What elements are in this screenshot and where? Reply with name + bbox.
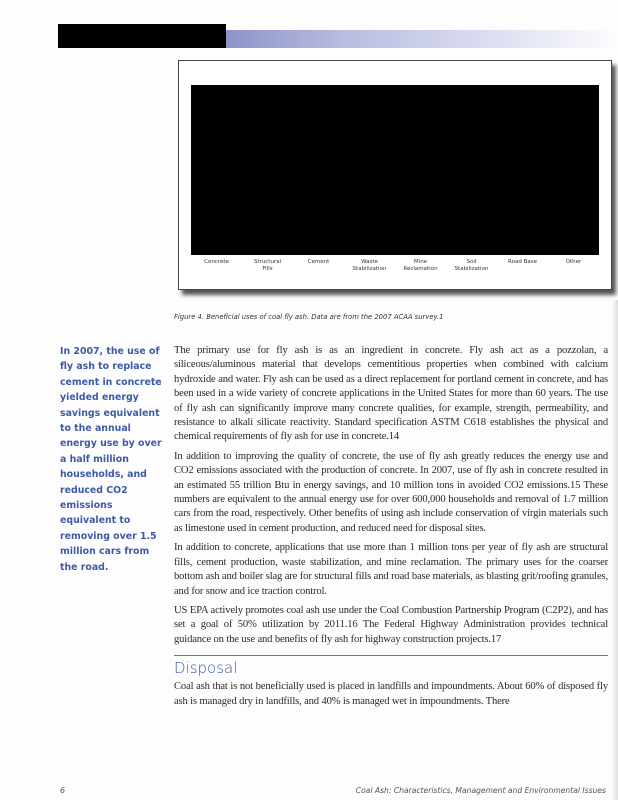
x-label: Concrete	[204, 259, 229, 265]
body-text	[174, 344, 608, 647]
chart-area-redacted	[191, 85, 599, 255]
scan-edge-shadow	[612, 300, 618, 800]
paragraph: In addition to improving the quality of concrete, the use of fly ash greatly reduces the energy use and CO2 emissions associated with the production of concrete. In 2007, use of fly ash in concrete resulted in an estimated 55 trillion Btu in energy savings, and 10 million tons in avoided CO2 emissions.15 These numbers are equivalent to the annual energy use for over 600,000 households and removal of 1.7 million cars from the road, respectively. Other benefits of using ash include conservation of virgin materials such as limestone used in cement production, and reduced need for disposal sites.	[174, 450, 608, 534]
sidebar-callout: In 2007, the use of fly ash to replace cement in concrete yielded energy savings equivalent to the annual energy use by over a half million households, and reduced CO2 emissions equivalent to removing over 1.5 million cars from the road.	[60, 346, 162, 573]
x-label: Structural Fills	[253, 259, 282, 272]
header-black-bar	[58, 24, 226, 48]
section-divider	[174, 655, 608, 656]
paragraph: In addition to concrete, applications that use more than 1 million tons per year of fly ash are structural fills, cement production, waste stabilization, and mine reclamation. The primary uses for the coarser bottom ash and boiler slag are for structural fills and road base materials, as blasting grit/roofing granules, and for snow and ice traction control.	[174, 542, 608, 597]
page-number: 6	[60, 786, 66, 795]
x-label: Cement	[307, 259, 330, 265]
section-heading: Disposal	[174, 659, 238, 678]
paragraph: The primary use for fly ash is as an ingredient in concrete. Fly ash act as a pozzolan, a siliceous/aluminous material that develops cementitious properties when combined with calcium hydroxide and water. Fly ash can be used as a direct replacement for portland cement in concrete, and has been used in a wide variety of concrete applications in the United States for more than 60 years. The use of fly ash can significantly improve many concrete qualities, for example, strength, permeability, and resistance to alkali silicate reactivity. Standard specification ASTM C618 establishes the physical and chemical requirements of fly ash for use in concrete.14	[174, 345, 608, 443]
running-footer: Coal Ash: Characteristics, Management and Environmental Issues	[355, 786, 606, 795]
figure-4	[178, 60, 612, 290]
x-label: Soil Stabilization	[454, 259, 489, 272]
x-label: Other	[565, 259, 582, 265]
figure-caption: Figure 4. Beneficial uses of coal fly ash. Data are from the 2007 ACAA survey.1	[174, 313, 444, 321]
x-label: Road Base	[508, 259, 537, 265]
chart-x-labels	[191, 259, 599, 273]
section-paragraph: Coal ash that is not beneficially used is placed in landfills and impoundments. About 60% of disposed fly ash is managed dry in landfills, and 40% is managed wet in impoundments. There	[174, 681, 608, 707]
paragraph: US EPA actively promotes coal ash use under the Coal Combustion Partnership Program (C2P2), and has set a goal of 50% utilization by 2011.16 The Federal Highway Administration provides technical guidance on the use and benefits of fly ash for highway construction projects.17	[174, 604, 608, 645]
header-gradient-band	[226, 30, 618, 48]
main-column	[174, 344, 608, 709]
x-label: Waste Stabilization	[352, 259, 387, 272]
x-label: Mine Reclamation	[403, 259, 438, 272]
